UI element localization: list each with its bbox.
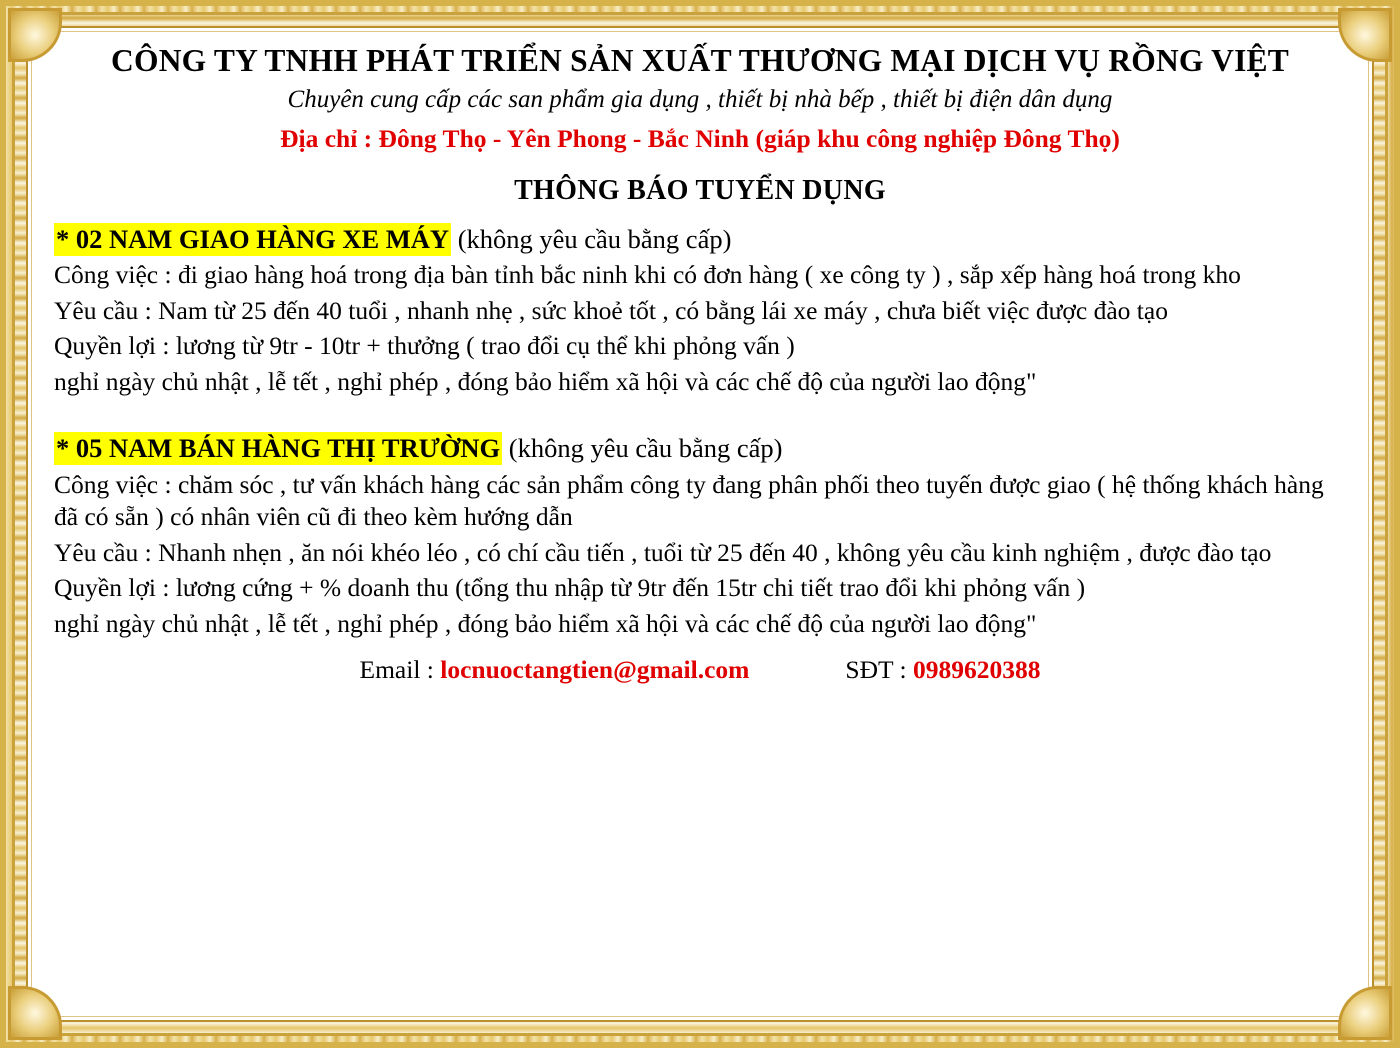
- phone-label: SĐT :: [845, 654, 907, 684]
- phone-value[interactable]: 0989620388: [912, 654, 1041, 684]
- email-value[interactable]: locnuoctangtien@gmail.com: [440, 654, 750, 684]
- phone-contact: [845, 655, 1040, 685]
- contact-footer: [54, 655, 1346, 685]
- job-1-benefits: Quyền lợi : lương từ 9tr - 10tr + thưởng ( trao đổi cụ thể khi phỏng vấn ): [54, 331, 795, 361]
- email-label: Email :: [359, 654, 434, 684]
- job-2-title-note: (không yêu cầu bằng cấp): [508, 433, 783, 464]
- job-2-heading: [54, 432, 1346, 465]
- job-1-duties: Công việc : đi giao hàng hoá trong địa bàn tỉnh bắc ninh khi có đơn hàng ( xe công ty ) , sắp xếp hàng hoá trong kho: [54, 259, 1241, 289]
- job-2-duties: Công việc : chăm sóc , tư vấn khách hàng các sản phẩm công ty đang phân phối theo tuyến được giao ( hệ thống khách hàng đã có sẵn ) có nhân viên cũ đi theo kèm hướng dẫn: [54, 469, 1324, 532]
- job-2-title: * 05 NAM BÁN HÀNG THỊ TRƯỜNG: [56, 433, 501, 464]
- job-2-benefits-extra: nghỉ ngày chủ nhật , lễ tết , nghỉ phép , đóng bảo hiểm xã hội và các chế độ của người lao động": [54, 609, 1037, 638]
- company-name: CÔNG TY TNHH PHÁT TRIỂN SẢN XUẤT THƯƠNG MẠI DỊCH VỤ RỒNG VIỆT: [111, 43, 1289, 78]
- job-1-requirements: Yêu cầu : Nam từ 25 đến 40 tuổi , nhanh nhẹ , sức khoẻ tốt , có bằng lái xe máy , chưa biết việc được đào tạo: [54, 295, 1168, 325]
- email-contact: [360, 655, 750, 685]
- job-1-title: * 02 NAM GIAO HÀNG XE MÁY: [56, 223, 450, 254]
- job-1-benefits-extra: nghỉ ngày chủ nhật , lễ tết , nghỉ phép , đóng bảo hiểm xã hội và các chế độ của người lao động": [54, 366, 1037, 396]
- job-1-title-note: (không yêu cầu bằng cấp): [457, 223, 732, 254]
- job-posting-1: [54, 223, 1346, 399]
- company-slogan: Chuyên cung cấp các san phẩm gia dụng , thiết bị nhà bếp , thiết bị điện dân dụng: [287, 86, 1113, 114]
- page-title: THÔNG BÁO TUYỂN DỤNG: [514, 174, 886, 206]
- job-posting-2: [54, 432, 1346, 640]
- job-2-benefits: Quyền lợi : lương cứng + % doanh thu (tổng thu nhập từ 9tr đến 15tr chi tiết trao đổi khi phỏng vấn ): [54, 573, 1086, 603]
- job-2-requirements: Yêu cầu : Nhanh nhẹn , ăn nói khéo léo , có chí cầu tiến , tuổi từ 25 đến 40 , không yêu cầu kinh nghiệm , được đào tạo: [54, 537, 1272, 567]
- company-address: Địa chỉ : Đông Thọ - Yên Phong - Bắc Ninh (giáp khu công nghiệp Đông Thọ): [280, 124, 1120, 154]
- flyer-content: [40, 38, 1360, 1010]
- job-1-heading: [54, 223, 1346, 256]
